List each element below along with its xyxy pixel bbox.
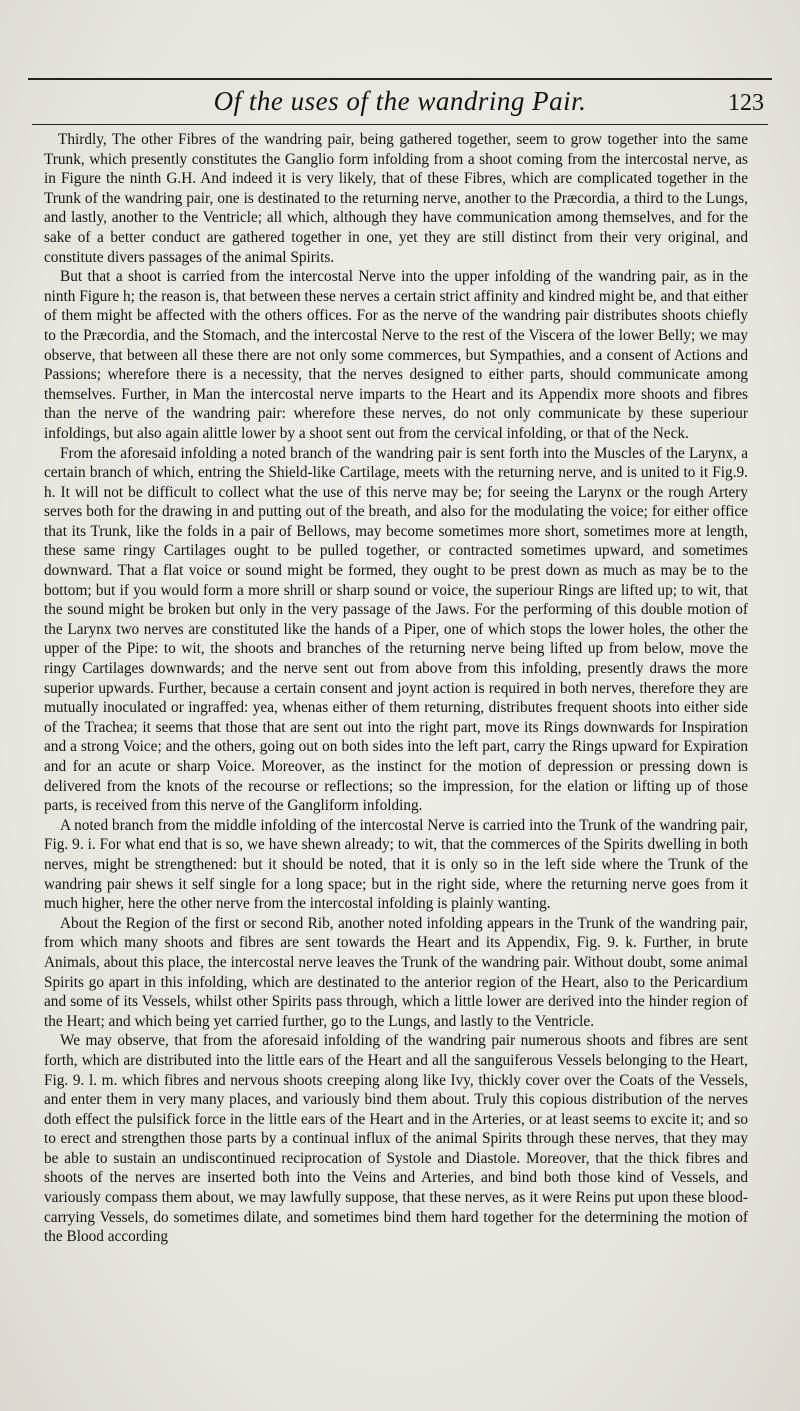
header-rule <box>32 124 768 125</box>
page-body <box>44 130 748 1371</box>
paragraph-3: From the aforesaid infolding a noted branch of the wandring pair is sent forth into the Muscles of the Larynx, a certain branch of which, entring the Shield-like Cartilage, meets with the returning nerve, and is united to it Fig.9. h. It will not be difficult to collect what the use of this nerve may be; for seeing the Larynx or the rough Artery serves both for the drawing in and putting out of the breath, and also for the modulating the voice; for either office that its Trunk, like the folds in a pair of Bellows, may become sometimes more short, sometimes more at length, these same ringy Cartilages ought to be pulled together, or contracted sometimes upward, and sometimes downward. That a flat voice or sound might be formed, they ought to be prest down as much as may be to the bottom; but if you would form a more shrill or sharp sound or voice, the superiour Rings are lifted up; to wit, that the sound might be broken but only in the very passage of the Jaws. For the performing of this double motion of the Larynx two nerves are constituted like the hands of a Piper, one of which stops the lower holes, the other the upper of the Pipe: to wit, the shoots and branches of the returning nerve being lifted up from below, move the ringy Cartilages downwards; and the nerve sent out from above from this infolding, presently draws the more superior upwards. Further, because a certain consent and joynt action is required in both nerves, therefore they are mutually inoculated or ingraffed: yea, whenas either of them returning, distributes frequent shoots into either side of the Trachea; it seems that those that are sent out into the right part, move its Rings downwards for Inspiration and a strong Voice; and the others, going out on both sides into the left part, carry the Rings upward for Expiration and for an acute or sharp Voice. Moreover, as the instinct for the motion of depression or pressing down is delivered from the knots of the recourse or reflections; so the impression, for the elation or lifting up of those parts, is received from this nerve of the Gangliform infolding. <box>44 444 748 815</box>
top-rule <box>28 78 772 80</box>
paragraph-2: But that a shoot is carried from the intercostal Nerve into the upper infolding of the wandring pair, as in the ninth Figure h; the reason is, that between these nerves a certain strict affinity and kindred might be, and that either of them might be affected with the others offices. For as the nerve of the wandring pair distributes shoots chiefly to the Præcordia, and the Stomach, and the intercostal Nerve to the rest of the Viscera of the lower Belly; we may observe, that between all these there are not only some commerces, but Sympathies, and a consent of Actions and Passions; wherefore there is a necessity, that the nerves designed to either parts, should communicate among themselves. Further, in Man the intercostal nerve imparts to the Heart and its Appendix more shoots and fibres than the nerve of the wandring pair: wherefore these nerves, do not only communicate by these superiour infoldings, but also again alittle lower by a shoot sent out from the cervical infolding, or that of the Neck. <box>44 268 749 442</box>
page-header <box>30 82 770 122</box>
paragraph-4: A noted branch from the middle infolding of the intercostal Nerve is carried into the Trunk of the wandring pair, Fig. 9. i. For what end that is so, we have shewn already; to wit, that the commerces of the Spirits dwelling in both nerves, might be strengthened: but it should be noted, that it is only so in the left side where the Trunk of the wandring pair shews it self single for a long space; but in the right side, where the returning nerve goes from it much higher, here the other nerve from the intercostal infolding is plainly wanting. <box>44 816 748 913</box>
paragraph-1: Thirdly, The other Fibres of the wandring pair, being gathered together, seem to grow together into the same Trunk, which presently constitutes the Ganglio form infolding from a shoot coming from the intercostal nerve, as in Figure the ninth G.H. And indeed it is very likely, that of these Fibres, which are complicated together in the Trunk of the wandring pair, one is destinated to the returning nerve, another to the Præcordia, a third to the Lungs, and lastly, another to the Ventricle; all which, although they have communication among themselves, and for the sake of a better conduct are gathered together in one, yet they are still distinct from their very original, and constitute divers passages of the animal Spirits. <box>44 131 748 266</box>
paragraph-5: About the Region of the first or second Rib, another noted infolding appears in the Trunk of the wandring pair, from which many shoots and fibres are sent towards the Heart and its Appendix, Fig. 9. k. Further, in brute Animals, about this place, the intercostal nerve leaves the Trunk of the wandring pair. Without doubt, some animal Spirits go apart in this infolding, which are destinated to the anterior region of the Heart, also to the Pericardium and some of its Vessels, whilst other Spirits pass through, which a little lower are derived into the hinder region of the Heart; and which being yet carried further, go to the Lungs, and lastly to the Ventricle. <box>44 914 748 1030</box>
paragraph-6: We may observe, that from the aforesaid infolding of the wandring pair numerous shoots and fibres are sent forth, which are distributed into the little ears of the Heart and all the sanguiferous Vessels belonging to the Heart, Fig. 9. l. m. which fibres and nervous shoots creeping along like Ivy, thickly cover over the Coats of the Vessels, and enter them in very many places, and variously bind them about. Truly this copious distribution of the nerves doth effect the pulsifick force in the little ears of the Heart and in the Arteries, or at least seems to excite it; and so to erect and strengthen those parts by a continual influx of the animal Spirits through these nerves, that they may be able to sustain an undiscontinued reciprocation of Systole and Diastole. Moreover, that the thick fibres and shoots of the nerves are inserted both into the Veins and Arteries, and bind both those kind of Vessels, and variously compass them about, we may lawfully suppose, that these nerves, as it were Reins put upon these blood-carrying Vessels, do sometimes dilate, and sometimes bind them hard together for the determining the motion of the Blood according <box>44 1032 748 1246</box>
running-title: Of the uses of the wandring Pair. <box>213 86 587 116</box>
page-number: 123 <box>728 90 764 116</box>
